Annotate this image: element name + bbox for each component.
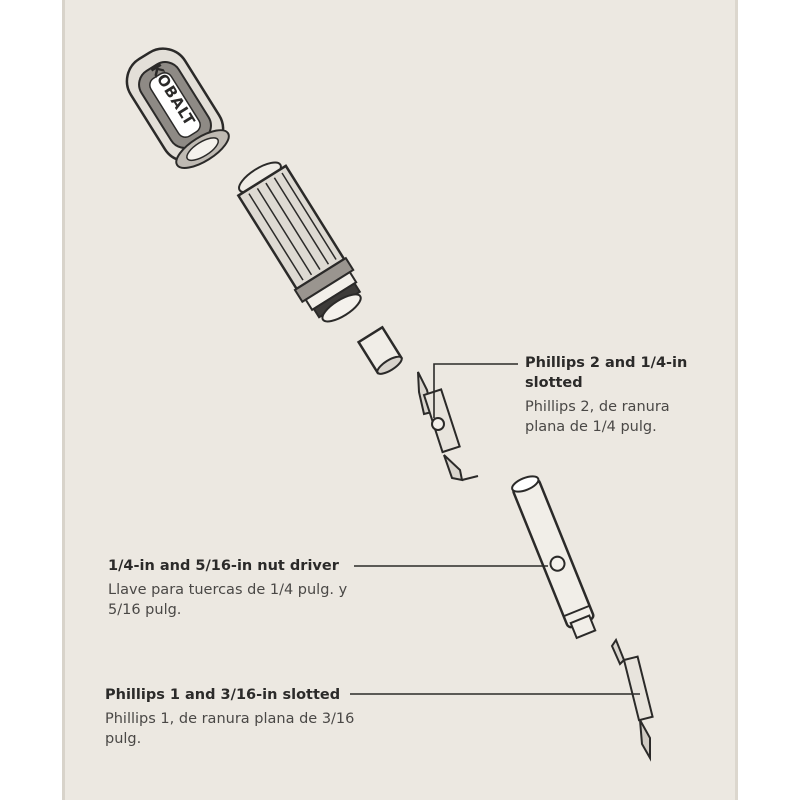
callout-nut-driver-spanish: Llave para tuercas de 1/4 pulg. y 5/16 pulg. (108, 582, 348, 618)
bit-phillips1-slotted (612, 640, 653, 758)
bit-phillips2-slotted (418, 372, 478, 480)
callout-phillips1-spanish: Phillips 1, de ranura plana de 3/16 pulg. (105, 711, 355, 747)
callout-phillips1-english: Phillips 1 and 3/16-in slotted (105, 687, 341, 703)
callout-phillips2-spanish: Phillips 2, de ranura plana de 1/4 pulg. (525, 399, 670, 435)
hex-adapter (359, 327, 404, 377)
handle-body (230, 154, 371, 331)
callout-nut-driver (108, 556, 368, 620)
callout-phillips2 (525, 353, 700, 437)
brand-logo-text: KOBALT (146, 60, 200, 130)
nut-driver-shaft (510, 473, 599, 639)
callout-phillips2-english: Phillips 2 and 1/4-in slotted (525, 355, 688, 391)
callout-phillips1 (105, 685, 365, 749)
callout-nut-driver-english: 1/4-in and 5/16-in nut driver (108, 558, 339, 574)
